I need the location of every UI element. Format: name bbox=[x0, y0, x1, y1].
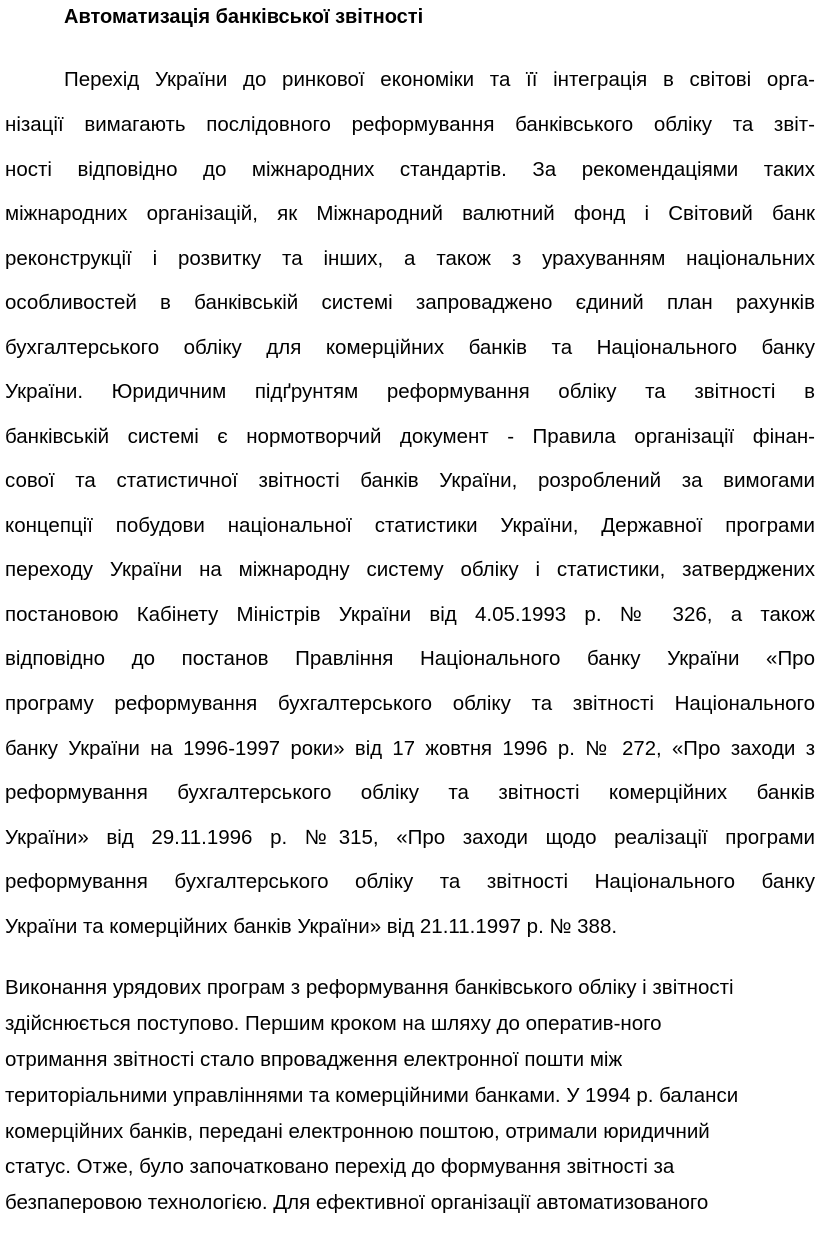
paragraph2-line-5: комерційних банків, передані електронною поштою, отримали юридичний bbox=[5, 1120, 710, 1143]
paragraph2-line-3: отримання звітності стало впровадження електронної пошти між bbox=[5, 1048, 623, 1071]
paragraph1-line-2: нізації вимагають послідовного реформування банківського обліку та звіт- bbox=[5, 113, 815, 136]
paragraph1-line-9: банківській системі є нормотворчий документ - Правила організації фінан- bbox=[5, 425, 815, 448]
paragraph1-line-14: відповідно до постанов Правління Національного банку України «Про bbox=[5, 647, 815, 670]
paragraph1-line-3: ності відповідно до міжнародних стандартів. За рекомендаціями таких bbox=[5, 158, 815, 181]
paragraph1-line-1: Перехід України до ринкової економіки та її інтеграція в світові орга- bbox=[64, 68, 815, 91]
paragraph1-line-6: особливостей в банківській системі запроваджено єдиний план рахунків bbox=[5, 291, 815, 314]
paragraph1-line-16: банку України на 1996-1997 роки» від 17 жовтня 1996 р. № 272, «Про заходи з bbox=[5, 738, 815, 760]
paragraph2-line-2: здійснюється поступово. Першим кроком на шляху до оператив-ного bbox=[5, 1012, 662, 1035]
paragraph1-line-11: концепції побудови національної статистики України, Державної програми bbox=[5, 514, 815, 537]
document-title: Автоматизація банківської звітності bbox=[64, 6, 424, 28]
paragraph1-line-8: України. Юридичним підґрунтям реформування обліку та звітності в bbox=[5, 380, 815, 403]
paragraph1-line-10: сової та статистичної звітності банків України, розроблений за вимогами bbox=[5, 469, 815, 492]
paragraph1-line-12: переходу України на міжнародну систему обліку і статистики, затверджених bbox=[5, 558, 815, 581]
paragraph1-line-20: України та комерційних банків України» від 21.11.1997 р. № 388. bbox=[5, 915, 618, 938]
paragraph1-line-13: постановою Кабінету Міністрів України від 4.05.1993 р. № 326, а також bbox=[5, 603, 815, 626]
paragraph1-line-18: України» від 29.11.1996 р. №315, «Про заходи щодо реалізації програми bbox=[5, 826, 815, 849]
paragraph2-line-6: статус. Отже, було започатковано перехід до формування звітності за bbox=[5, 1155, 675, 1178]
paragraph2-line-4: територіальними управліннями та комерційними банками. У 1994 р. баланси bbox=[5, 1084, 739, 1107]
paragraph1-line-4: міжнародних організацій, як Міжнародний валютний фонд і Світовий банк bbox=[5, 202, 815, 225]
paragraph1-line-17: реформування бухгалтерського обліку та звітності комерційних банків bbox=[5, 781, 815, 804]
paragraph1-line-7: бухгалтерського обліку для комерційних банків та Національного банку bbox=[5, 336, 815, 359]
paragraph1-line-15: програму реформування бухгалтерського обліку та звітності Національного bbox=[5, 692, 815, 715]
paragraph2-line-7: безпаперовою технологією. Для ефективної організації автоматизованого bbox=[5, 1191, 709, 1214]
paragraph1-line-5: реконструкції і розвитку та інших, а також з урахуванням національних bbox=[5, 247, 815, 270]
paragraph1-line-19: реформування бухгалтерського обліку та звітності Національного банку bbox=[5, 870, 815, 893]
paragraph2-line-1: Виконання урядових програм з реформування банківського обліку і звітності bbox=[5, 976, 734, 999]
